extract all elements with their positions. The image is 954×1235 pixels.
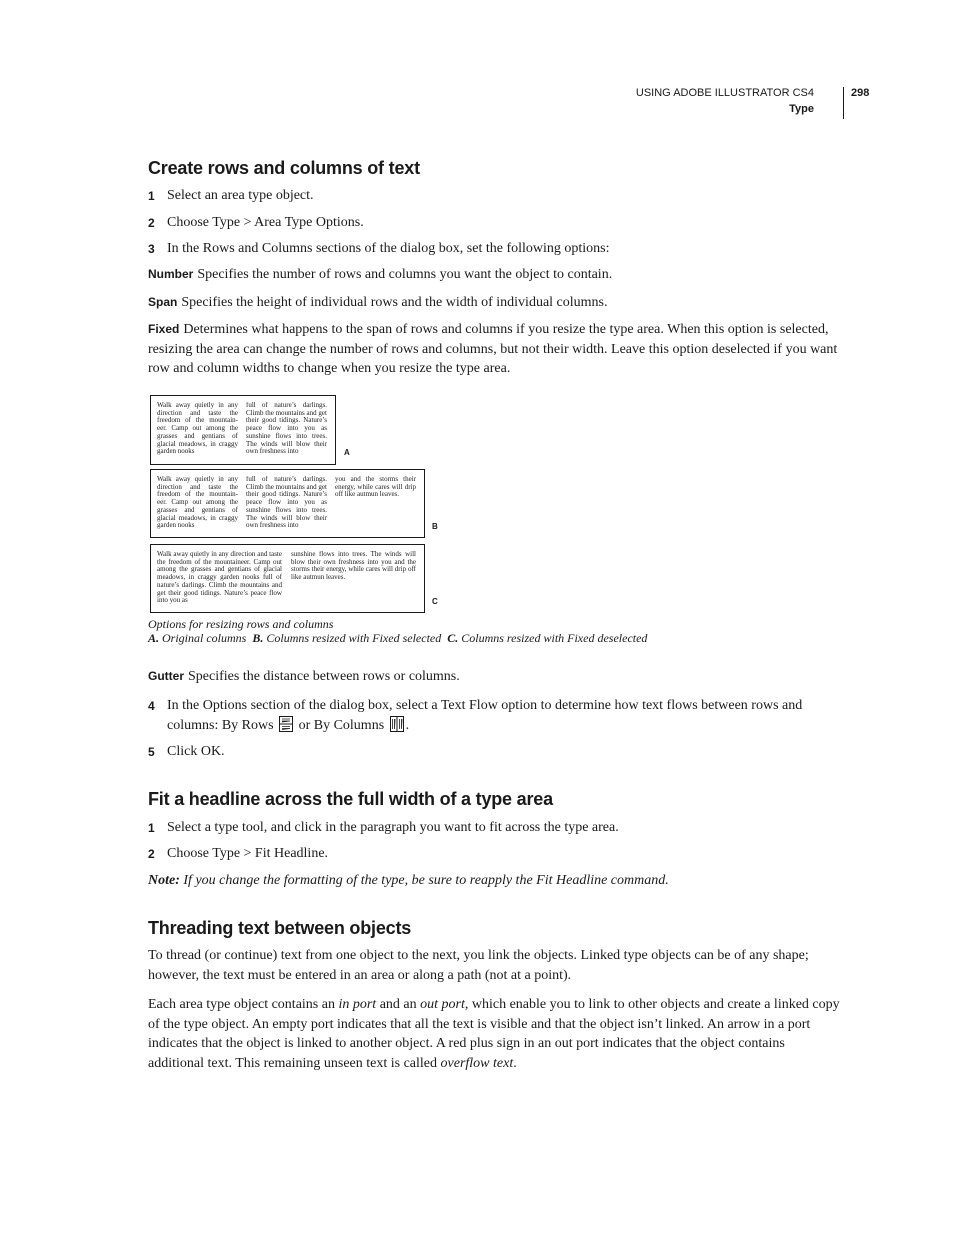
heading-create-rows-columns: Create rows and columns of text <box>148 158 420 178</box>
option-fixed: Fixed Determines what happens to the span of rows and columns if you resize the type area. When this option is selected, resizing the area can change the number of rows and columns, but not their width. Leave this option deselected if you want row and column widths to change when you resize the type area. <box>148 322 838 376</box>
frame-fixed-deselected <box>150 544 425 613</box>
option-span: Span Specifies the height of individual rows and the width of individual columns. <box>148 295 608 310</box>
step-2: 2 Choose Type > Area Type Options. <box>148 215 364 230</box>
term-gutter: Gutter <box>148 669 184 683</box>
text-flow-by-rows-icon <box>279 716 293 732</box>
label-b: B <box>432 522 438 531</box>
frame-fixed-selected <box>150 469 425 538</box>
chapter-name: Type <box>789 103 814 115</box>
figure-caption-title: Options for resizing rows and columns <box>148 617 334 631</box>
frame-a-column-1: Walk away quietly in any direction and taste the freedom of the mountain-eer. Camp out among the grasses and gentians of glacial meadows, in craggy garden nooks <box>157 402 238 456</box>
text-flow-by-columns-icon <box>390 716 404 732</box>
note: Note: If you change the formatting of the type, be sure to reapply the Fit Headline command. <box>148 873 669 888</box>
frame-original-columns <box>150 395 336 465</box>
fit-step-1: 1 Select a type tool, and click in the paragraph you want to fit across the type area. <box>148 820 619 835</box>
frame-c-column-1: Walk away quietly in any direction and taste the freedom of the mountaineer. Camp out among the grasses and gentians of glacial meadows, in craggy garden nooks full of nature’s darlings. Climb the mountains and get their good tidings. Nature’s peace flow into you as <box>157 551 282 605</box>
frame-b-column-1: Walk away quietly in any direction and taste the freedom of the mountain-eer. Camp out among the grasses and gentians of glacial meadows, in craggy garden nooks <box>157 476 238 530</box>
threading-paragraph-1: To thread (or continue) text from one object to the next, you link the objects. Linked type objects can be of any shape; however, the text must be entered in an area or along a path (not at a point). <box>148 948 809 983</box>
term-span: Span <box>148 295 178 309</box>
label-a: A <box>344 448 350 457</box>
term-number: Number <box>148 267 194 281</box>
frame-b-column-3: you and the storms their energy, while cares will drip off like autmun leaves. <box>335 476 416 499</box>
option-gutter: Gutter Specifies the distance between rows or columns. <box>148 669 460 684</box>
document-title: USING ADOBE ILLUSTRATOR CS4 <box>635 87 814 99</box>
frame-a-column-2: full of nature’s darlings. Climb the mountains and get their good tidings. Nature’s peace flow into you as sunshine flows into trees. The winds will blow their own freshness into <box>246 402 327 456</box>
step-1: 1 Select an area type object. <box>148 188 314 203</box>
page-number: 298 <box>851 87 870 99</box>
step-3: 3 In the Rows and Columns sections of the dialog box, set the following options: <box>148 241 610 256</box>
term-fixed: Fixed <box>148 322 180 336</box>
note-label: Note: <box>148 873 180 888</box>
step-4: 4 In the Options section of the dialog box, select a Text Flow option to determine how text flows between rows and columns: By Rows or By Columns . <box>148 698 803 733</box>
option-number: Number Specifies the number of rows and columns you want the object to contain. <box>148 267 613 282</box>
frame-c-column-2: sunshine flows into trees. The winds will blow their own freshness into you and the storms their energy, while cares will drip off like autmun leaves. <box>291 551 416 582</box>
threading-paragraph-2: Each area type object contains an in port and an out port, which enable you to link to other objects and create a linked copy of the type object. An empty port indicates that all the text is visible and that the object isn’t linked. An arrow in a port indicates that the object is linked to another object. A red plus sign in an out port indicates that the object contains additional text. This remaining unseen text is called overflow text. <box>148 997 840 1071</box>
step-5: 5 Click OK. <box>148 744 225 759</box>
fit-step-2: 2 Choose Type > Fit Headline. <box>148 846 329 861</box>
header-rule <box>843 87 844 119</box>
figure-caption-legend: A. Original columns B. Columns resized with Fixed selected C. Columns resized with Fixed deselected <box>148 631 648 645</box>
heading-threading-text: Threading text between objects <box>148 918 412 938</box>
frame-b-column-2: full of nature’s darlings. Climb the mountains and get their good tidings. Nature’s peace flow into you as sunshine flows into trees. The winds will blow their own freshness into <box>246 476 327 530</box>
label-c: C <box>432 597 438 606</box>
heading-fit-headline: Fit a headline across the full width of a type area <box>148 789 553 809</box>
